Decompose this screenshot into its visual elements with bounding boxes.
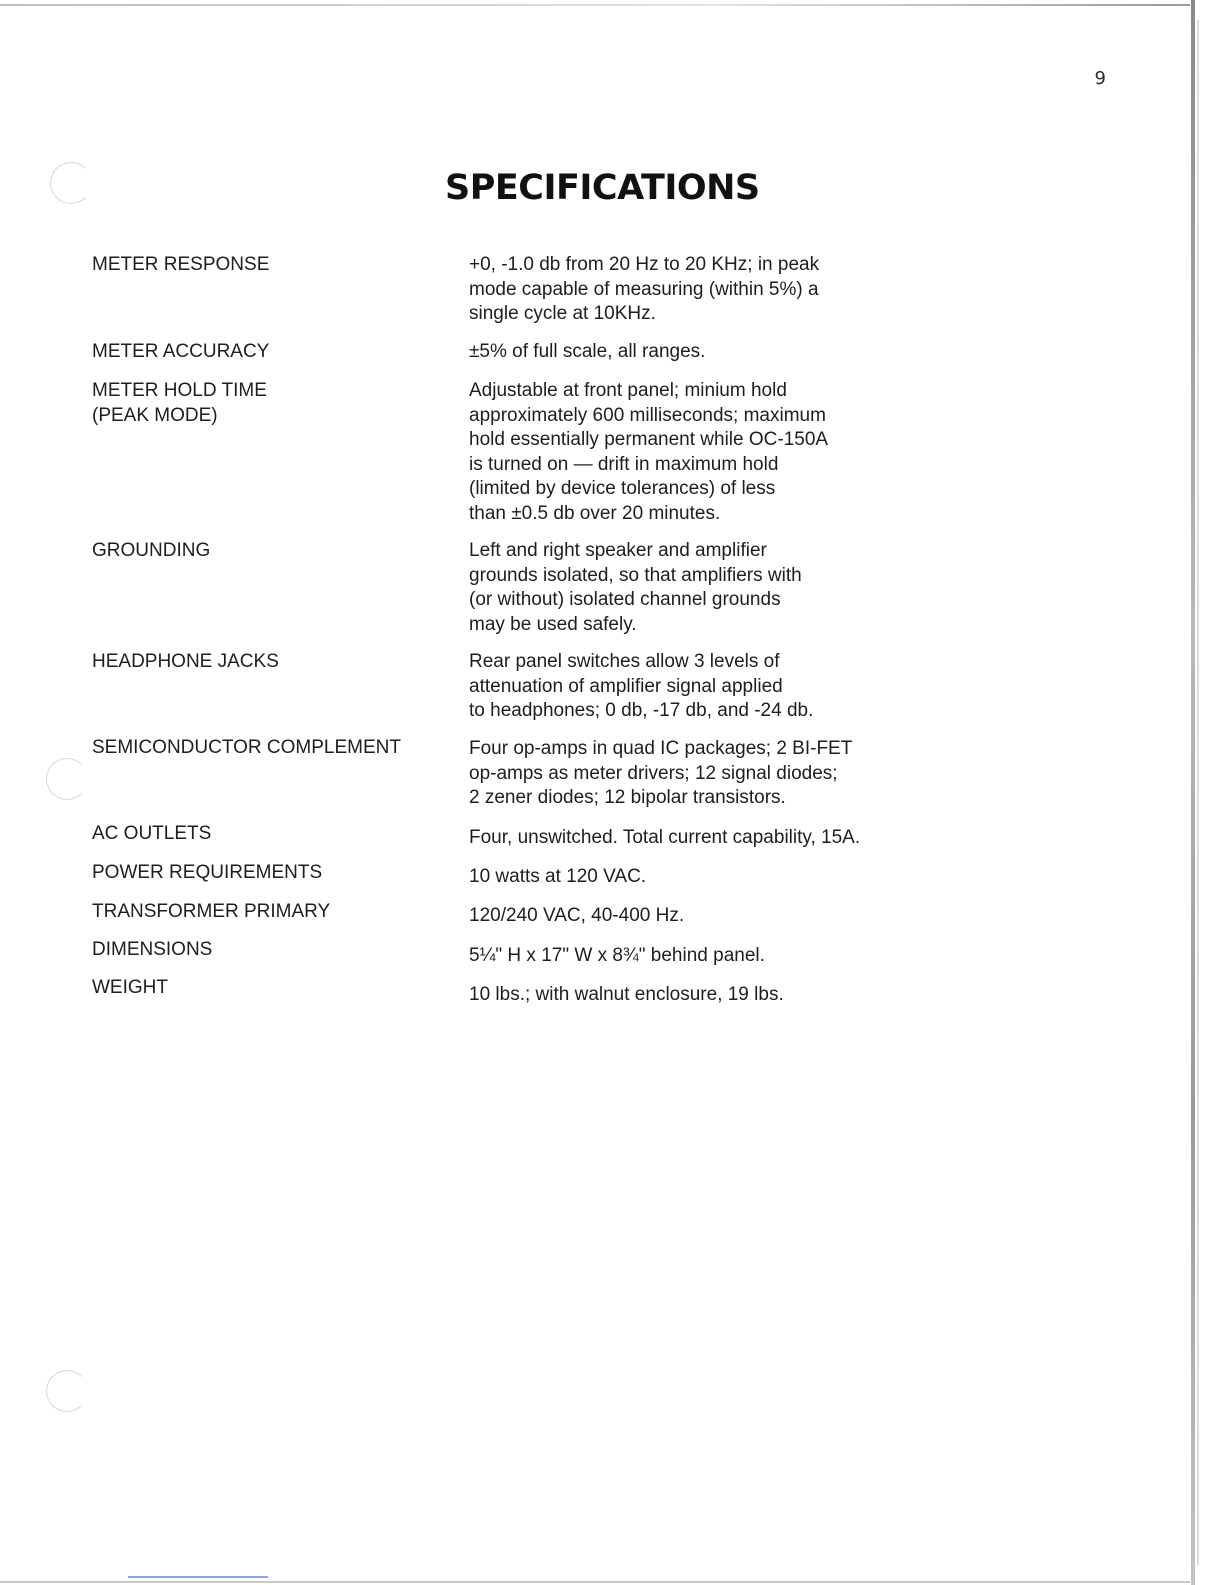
page-bottom-edge xyxy=(0,1581,1190,1583)
page-title: SPECIFICATIONS xyxy=(445,168,760,208)
spec-label: METER HOLD TIME (PEAK MODE) xyxy=(92,380,267,426)
spec-value: Four op-amps in quad IC packages; 2 BI-FET op-amps as meter drivers; 12 signal diodes; 2 zener diodes; 12 bipolar transistors. xyxy=(469,738,853,808)
punch-hole-middle xyxy=(46,758,88,800)
spec-value: Left and right speaker and amplifier grounds isolated, so that amplifiers with (or without) isolated channel grounds may be used safely. xyxy=(469,540,802,635)
spec-label: AC OUTLETS xyxy=(92,823,212,844)
spec-value: Rear panel switches allow 3 levels of attenuation of amplifier signal applied to headphones; 0 db, -17 db, and -24 db. xyxy=(469,651,814,721)
spec-value: 120/240 VAC, 40-400 Hz. xyxy=(469,905,685,926)
page-number: 9 xyxy=(1094,68,1106,89)
spec-label: HEADPHONE JACKS xyxy=(92,651,279,672)
page-top-edge xyxy=(0,4,1190,6)
spec-value: ±5% of full scale, all ranges. xyxy=(469,341,706,362)
spec-label: WEIGHT xyxy=(92,977,168,998)
punch-hole-bottom xyxy=(46,1370,88,1412)
spec-label: DIMENSIONS xyxy=(92,939,213,960)
spec-value: 10 watts at 120 VAC. xyxy=(469,866,647,887)
spec-value: 10 lbs.; with walnut enclosure, 19 lbs. xyxy=(469,984,784,1005)
page-right-edge xyxy=(1191,0,1225,1585)
spec-value: +0, -1.0 db from 20 Hz to 20 KHz; in peak mode capable of measuring (within 5%) a single cycle at 10KHz. xyxy=(469,254,820,324)
spec-label: SEMICONDUCTOR COMPLEMENT xyxy=(92,737,401,758)
punch-hole-top xyxy=(50,162,92,204)
spec-label: POWER REQUIREMENTS xyxy=(92,862,323,883)
bottom-mark xyxy=(128,1576,268,1578)
spec-value: 5¼" H x 17" W x 8¾" behind panel. xyxy=(469,945,765,966)
spec-value: Adjustable at front panel; minium hold approximately 600 milliseconds; maximum hold essentially permanent while OC-150A is turned on — drift in maximum hold (limited by device tolerances) of less than ±0.5 db over 20 minutes. xyxy=(469,380,829,524)
spec-label: METER ACCURACY xyxy=(92,341,270,362)
spec-value: Four, unswitched. Total current capability, 15A. xyxy=(469,827,861,848)
spec-label: GROUNDING xyxy=(92,540,211,561)
spec-label: METER RESPONSE xyxy=(92,254,270,275)
spec-label: TRANSFORMER PRIMARY xyxy=(92,901,331,922)
